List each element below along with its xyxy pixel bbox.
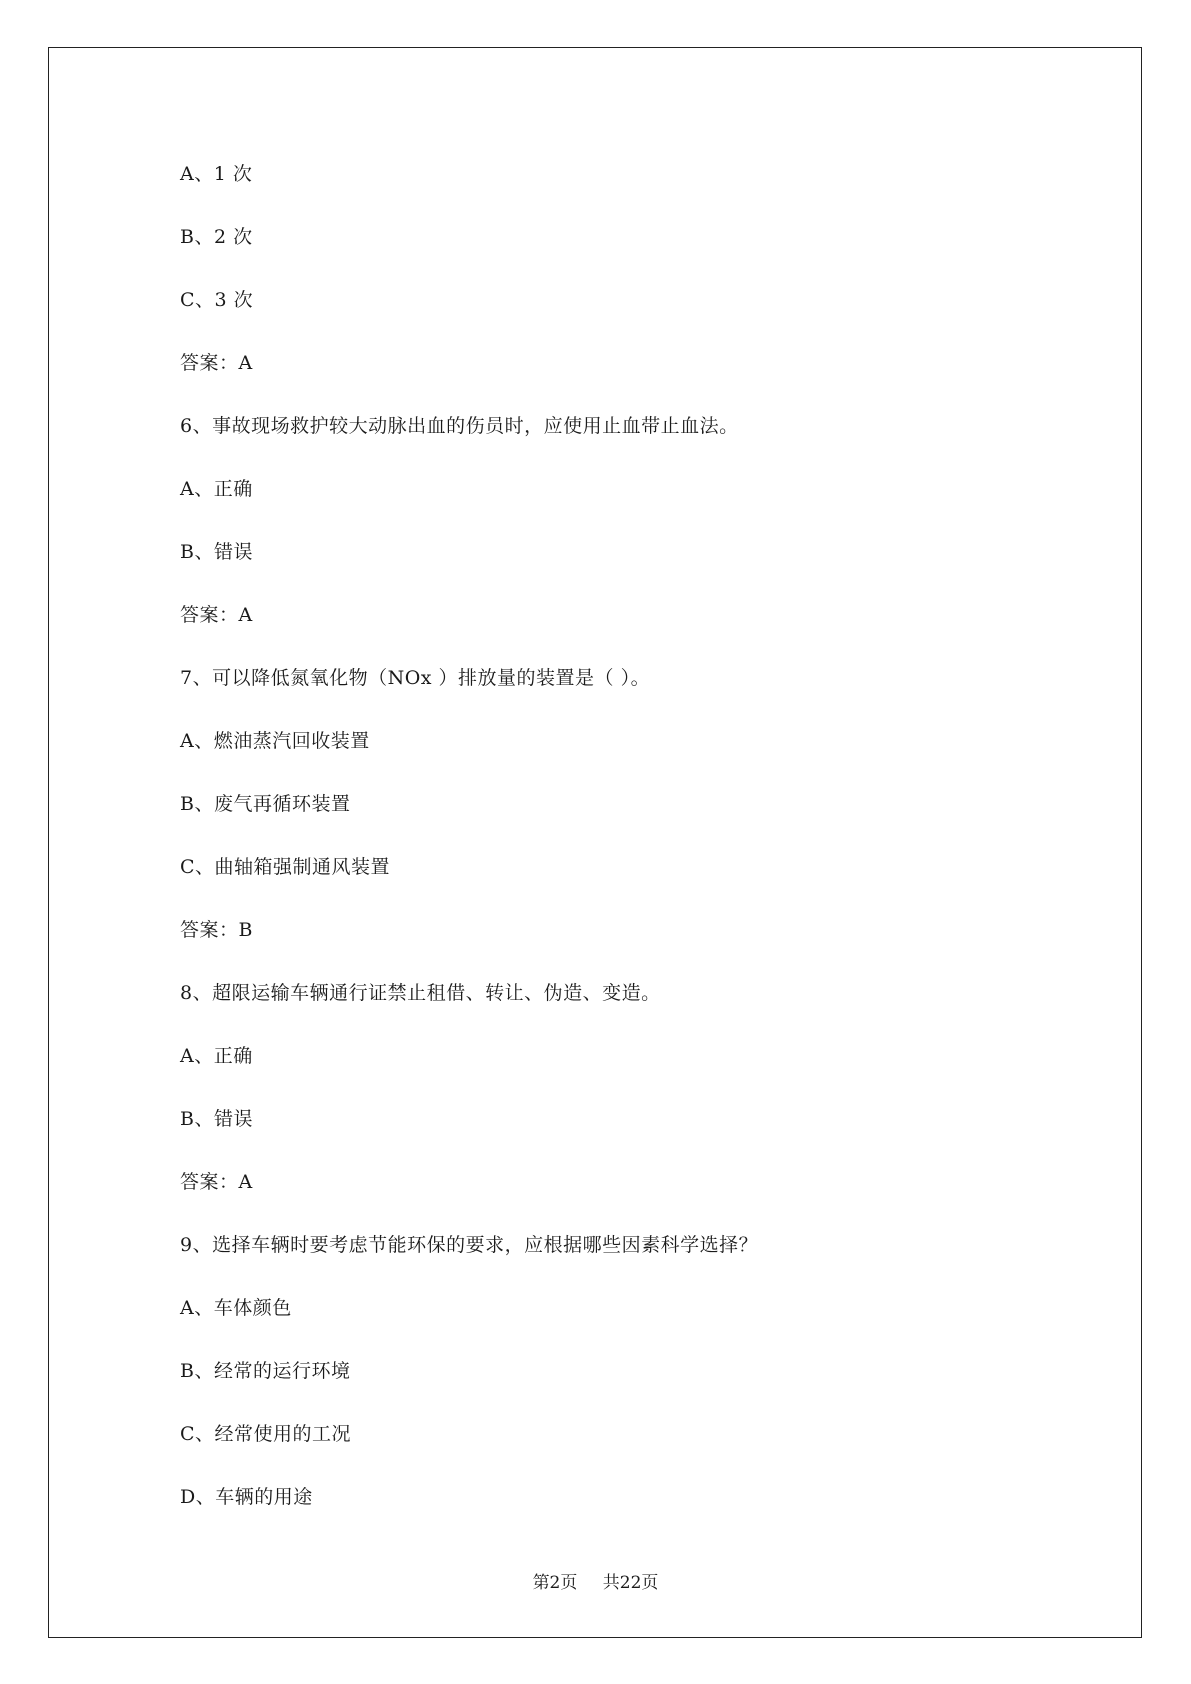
page-border [48,47,1142,1638]
option-a: A、正确 [180,478,253,500]
option-a: A、车体颜色 [180,1297,292,1319]
option-b: B、错误 [180,1108,253,1130]
answer: 答案：A [180,1171,253,1193]
page-total: 共22页 [602,1573,659,1593]
option-c: C、经常使用的工况 [180,1423,352,1445]
question-8: 8、超限运输车辆通行证禁止租借、转让、伪造、变造。 [180,982,661,1004]
question-6: 6、事故现场救护较大动脉出血的伤员时，应使用止血带止血法。 [180,415,739,437]
option-d: D、车辆的用途 [180,1486,313,1508]
page-number: 第2页 [532,1573,578,1593]
option-a: A、正确 [180,1045,253,1067]
answer: 答案：B [180,919,253,941]
answer: 答案：A [180,604,253,626]
question-9: 9、选择车辆时要考虑节能环保的要求，应根据哪些因素科学选择？ [180,1234,759,1256]
option-b: B、2 次 [180,226,253,248]
page-footer [0,1572,1191,1594]
option-a: A、燃油蒸汽回收装置 [180,730,370,752]
answer: 答案：A [180,352,253,374]
option-c: C、曲轴箱强制通风装置 [180,856,391,878]
question-7: 7、可以降低氮氧化物（NOx ）排放量的装置是（ ）。 [180,667,651,689]
option-a: A、1 次 [180,163,253,185]
option-b: B、经常的运行环境 [180,1360,351,1382]
option-c: C、3 次 [180,289,254,311]
option-b: B、错误 [180,541,253,563]
option-b: B、废气再循环装置 [180,793,351,815]
